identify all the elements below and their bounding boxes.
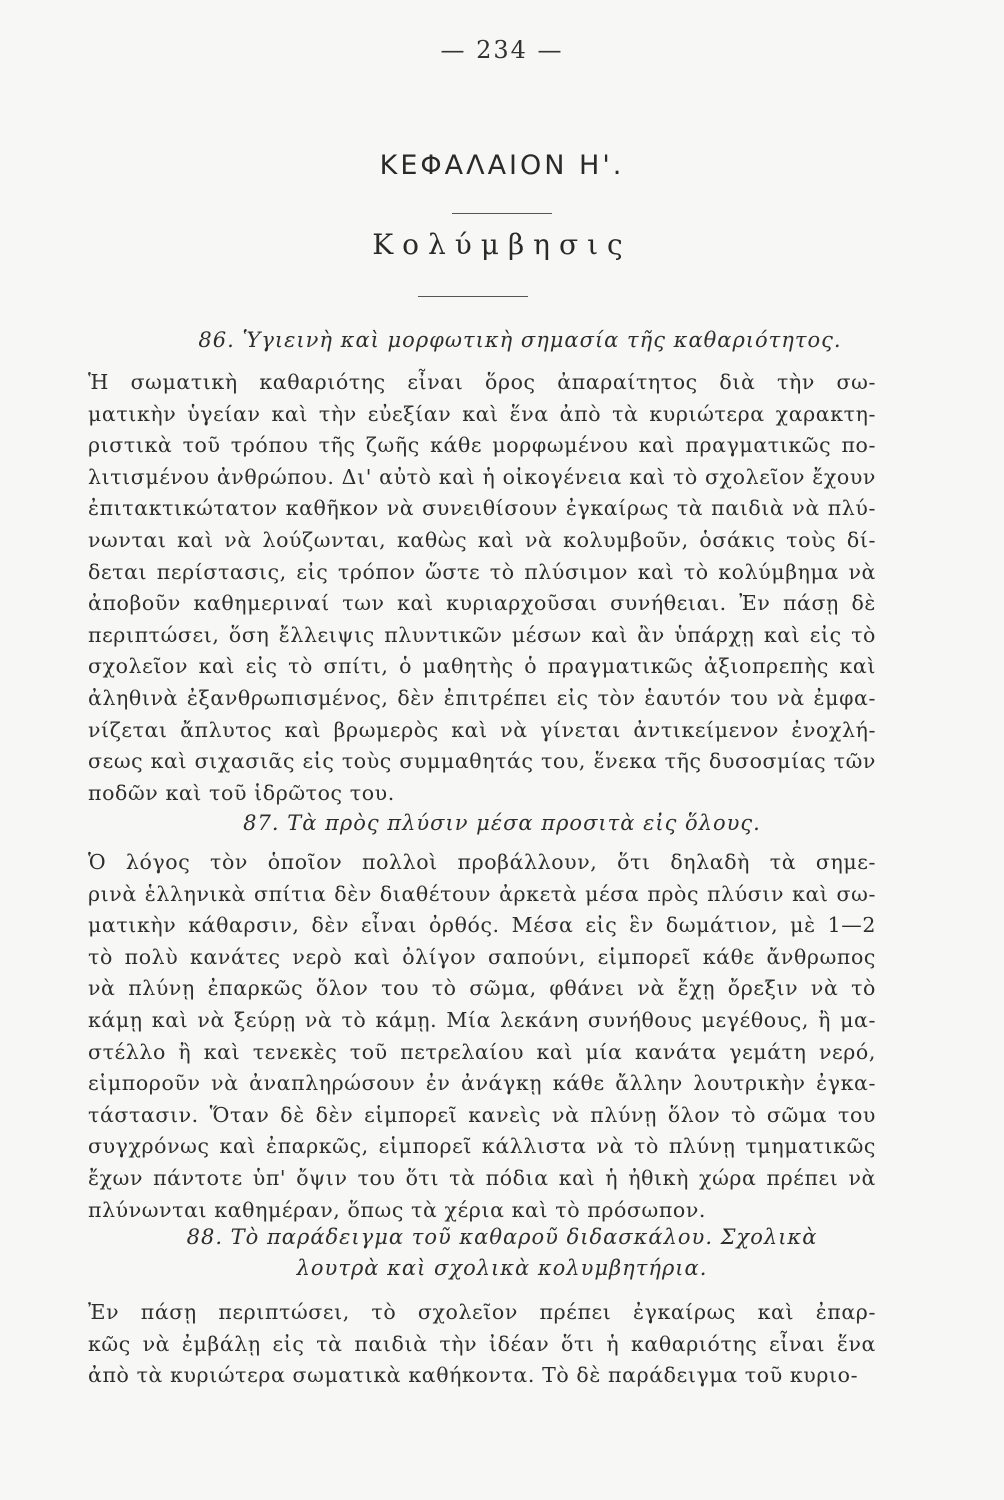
text-line: ἀληθινὰ ἐξανθρωπισμένος, δὲν ἐπιτρέπει εἰς τὸν ἑαυτόν του νὰ ἐμφα- <box>88 685 876 710</box>
text-line: ρινὰ ἑλληνικὰ σπίτια δὲν διαθέτουν ἀρκετὰ μέσα πρὸς πλύσιν καὶ σω- <box>88 881 876 906</box>
section-heading-text: 87. Τὰ πρὸς πλύσιν μέσα προσιτὰ εἰς ὅλους. <box>243 811 761 835</box>
text-line: ματικὴν ὑγείαν καὶ τὴν εὐεξίαν καὶ ἕνα ἀπὸ τὰ κυριώτερα χαρακτη- <box>88 401 876 426</box>
text-line: κῶς νὰ ἐμβάλῃ εἰς τὰ παιδιὰ τὴν ἰδέαν ὅτι ἡ καθαριότης εἶναι ἕνα <box>88 1331 876 1356</box>
text-line: ριστικὰ τοῦ τρόπου τῆς ζωῆς κάθε μορφωμένου καὶ πραγματικῶς πο- <box>88 433 876 458</box>
section-body-88 <box>88 1297 876 1392</box>
text-line: εἱμποροῦν νὰ ἀναπληρώσουν ἐν ἀνάγκῃ κάθε ἄλλην λουτρικὴν ἐγκα- <box>88 1071 876 1096</box>
chapter-heading: ΚΕΦΑΛΑΙΟΝ Η'. <box>379 150 625 181</box>
text-line: σχολεῖον καὶ εἰς τὸ σπίτι, ὁ μαθητὴς ὁ πραγματικῶς ἀξιοπρεπὴς καὶ <box>88 654 876 679</box>
section-heading-86 <box>40 325 1000 356</box>
text-line: πλύνωνται καθημέραν, ὅπως τὰ χέρια καὶ τὸ πρόσωπον. <box>88 1197 707 1222</box>
section-heading-88 <box>0 1222 1004 1284</box>
chapter-title: Κολύμβησις <box>372 228 632 261</box>
section-heading-87 <box>0 808 1004 839</box>
text-line: Ἡ σωματικὴ καθαριότης εἶναι ὅρος ἀπαραίτητος διὰ τὴν σω- <box>88 370 876 394</box>
text-line: σεως καὶ σιχασιᾶς εἰς τοὺς συμμαθητάς του, ἕνεκα τῆς δυσοσμίας τῶν <box>88 749 876 774</box>
text-line: ἀπὸ τὰ κυριώτερα σωματικὰ καθήκοντα. Τὸ δὲ παράδειγμα τοῦ κυριο- <box>88 1363 859 1388</box>
text-line: ἔχων πάντοτε ὑπ' ὄψιν του ὅτι τὰ πόδια καὶ ἡ ἠθικὴ χώρα πρέπει νὰ <box>88 1165 876 1190</box>
text-line: δεται περίστασις, εἰς τρόπον ὥστε τὸ πλύσιμον καὶ τὸ κολύμβημα νὰ <box>88 559 876 584</box>
text-line: τὸ πολὺ κανάτες νερὸ καὶ ὀλίγον σαπούνι, εἱμπορεῖ κάθε ἄνθρωπος <box>88 944 876 969</box>
text-line: ποδῶν καὶ τοῦ ἱδρῶτος του. <box>88 780 395 805</box>
text-line: τάστασιν. Ὅταν δὲ δὲν εἱμπορεῖ κανεὶς νὰ πλύνῃ ὅλον τὸ σῶμα του <box>88 1102 876 1127</box>
text-line: νωνται καὶ νὰ λούζωνται, καθὼς καὶ νὰ κολυμβοῦν, ὁσάκις τοὺς δί- <box>88 527 876 552</box>
text-line: νίζεται ἄπλυτος καὶ βρωμερὸς καὶ νὰ γίνεται ἀντικείμενον ἐνοχλή- <box>88 717 876 742</box>
text-line: λιτισμένου ἀνθρώπου. Δι' αὐτὸ καὶ ἡ οἰκογένεια καὶ τὸ σχολεῖον ἔχουν <box>88 464 876 489</box>
section-body-86 <box>88 367 876 809</box>
section-body-87 <box>88 847 876 1226</box>
section-heading-line-2: λουτρὰ καὶ σχολικὰ κολυμβητήρια. <box>296 1256 708 1280</box>
text-line: Ἐν πάσῃ περιπτώσει, τὸ σχολεῖον πρέπει ἐγκαίρως καὶ ἐπαρ- <box>88 1300 876 1324</box>
text-line: ἐπιτακτικώτατον καθῆκον νὰ συνειθίσουν ἐγκαίρως τὰ παιδιὰ νὰ πλύ- <box>88 496 876 521</box>
divider-rule <box>452 213 552 214</box>
divider-rule <box>418 296 528 297</box>
text-line: στέλλο ἢ καὶ τενεκὲς τοῦ πετρελαίου καὶ μία κανάτα γεμάτη νερό, <box>88 1039 876 1064</box>
page-number: — 234 — <box>440 36 564 64</box>
section-heading-text: 86. Ὑγιεινὴ καὶ μορφωτικὴ σημασία τῆς καθαριότητος. <box>198 328 842 352</box>
text-line: συγχρόνως καὶ ἐπαρκῶς, εἱμπορεῖ κάλλιστα νὰ τὸ πλύνῃ τμηματικῶς <box>88 1134 876 1159</box>
text-line: κάμῃ καὶ νὰ ξεύρῃ νὰ τὸ κάμῃ. Μία λεκάνη συνήθους μεγέθους, ἢ μα- <box>88 1007 876 1032</box>
text-line: ματικὴν κάθαρσιν, δὲν εἶναι ὀρθός. Μέσα εἰς ἓν δωμάτιον, μὲ 1—2 <box>88 913 876 938</box>
text-line: ἀποβοῦν καθημεριναί των καὶ κυριαρχοῦσαι συνήθειαι. Ἐν πάσῃ δὲ <box>88 591 876 616</box>
text-line: Ὁ λόγος τὸν ὁποῖον πολλοὶ προβάλλουν, ὅτι δηλαδὴ τὰ σημε- <box>88 850 876 874</box>
text-line: νὰ πλύνῃ ἐπαρκῶς ὅλον του τὸ σῶμα, φθάνει νὰ ἔχῃ ὄρεξιν νὰ τὸ <box>88 976 876 1001</box>
section-heading-line-1: 88. Τὸ παράδειγμα τοῦ καθαροῦ διδασκάλου. Σχολικὰ <box>186 1225 818 1249</box>
text-line: περιπτώσει, ὅση ἔλλειψις πλυντικῶν μέσων καὶ ἂν ὑπάρχῃ καὶ εἰς τὸ <box>88 622 876 647</box>
